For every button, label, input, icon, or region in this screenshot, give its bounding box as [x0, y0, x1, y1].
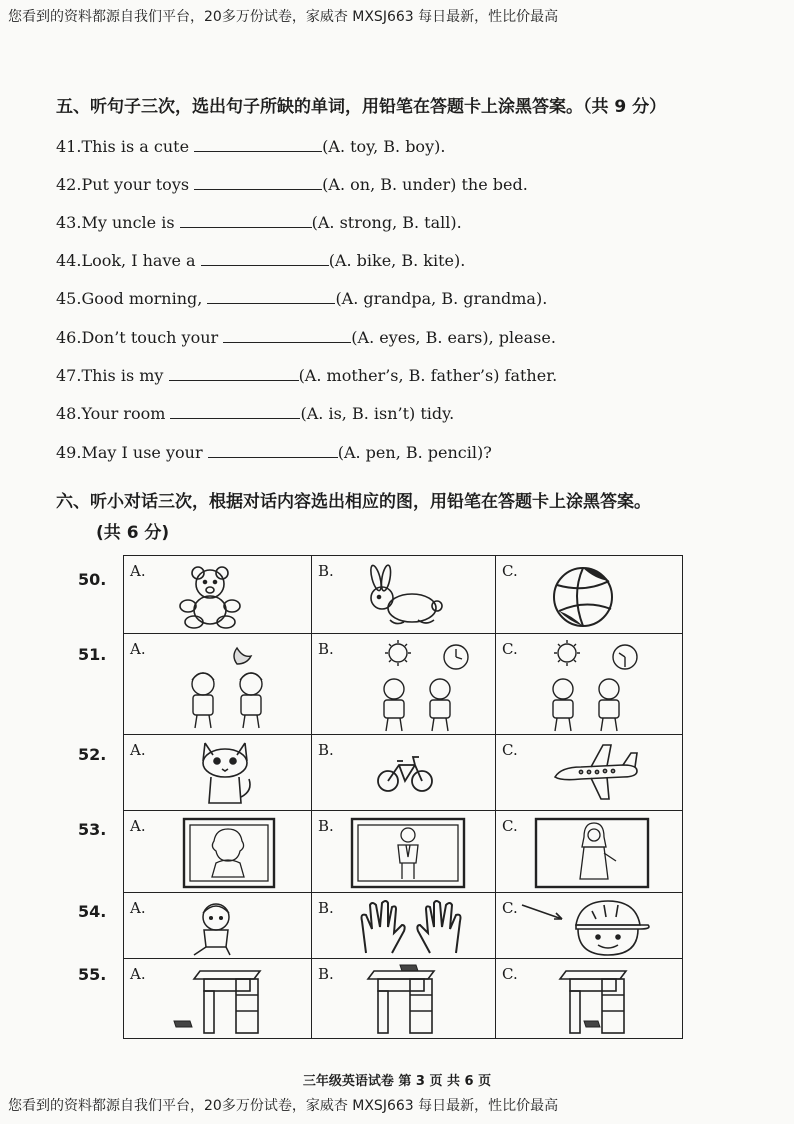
option-cell[interactable]: [496, 811, 683, 893]
answer-blank: [208, 443, 338, 458]
rabbit-icon: [362, 564, 446, 628]
desk-book-under-icon: [170, 965, 266, 1035]
woman-icon: [534, 817, 650, 889]
option-cell[interactable]: [124, 556, 312, 634]
question-46: [56, 328, 556, 347]
question-number: 43.: [56, 213, 82, 232]
answer-blank: [207, 289, 335, 304]
question-number: 45.: [56, 289, 82, 308]
option-label: C.: [502, 640, 518, 658]
option-label: A.: [130, 562, 146, 580]
row-number-55: 55.: [78, 965, 107, 984]
row-number-50: 50.: [78, 570, 107, 589]
question-text: This is my: [81, 366, 164, 385]
question-text: Don’t touch your: [81, 328, 219, 347]
option-label: B.: [318, 817, 334, 835]
option-label: B.: [318, 741, 334, 759]
question-number: 44.: [56, 251, 82, 270]
answer-blank: [223, 328, 351, 343]
option-cell[interactable]: [496, 634, 683, 735]
option-label: B.: [318, 965, 334, 983]
question-text: My uncle is: [81, 213, 175, 232]
framed-man-icon: [350, 817, 466, 889]
answer-blank: [194, 137, 322, 152]
option-cell[interactable]: [124, 811, 312, 893]
option-cell[interactable]: [312, 893, 496, 959]
question-options: (A. toy, B. boy).: [322, 137, 446, 156]
option-label: C.: [502, 562, 518, 580]
question-options: (A. strong, B. tall).: [311, 213, 462, 232]
option-label: B.: [318, 640, 334, 658]
question-42: [56, 175, 528, 194]
question-text: Good morning,: [81, 289, 203, 308]
option-label: A.: [130, 965, 146, 983]
option-label: A.: [130, 741, 146, 759]
question-options: (A. on, B. under) the bed.: [322, 175, 528, 194]
volleyball-icon: [551, 565, 615, 629]
option-label: A.: [130, 817, 146, 835]
section-6-title: 六、听小对话三次，根据对话内容选出相应的图，用铅笔在答题卡上涂黑答案。: [56, 492, 651, 512]
option-cell[interactable]: [312, 634, 496, 735]
question-number: 49.: [56, 443, 82, 462]
option-cell[interactable]: [312, 811, 496, 893]
answer-blank: [169, 366, 299, 381]
question-47: [56, 366, 557, 385]
question-48: [56, 404, 454, 423]
question-options: (A. mother’s, B. father’s) father.: [298, 366, 558, 385]
option-cell[interactable]: [496, 893, 683, 959]
row-number-51: 51.: [78, 645, 107, 664]
question-options: (A. eyes, B. ears), please.: [351, 328, 556, 347]
question-text: Look, I have a: [81, 251, 196, 270]
question-options: (A. is, B. isn’t) tidy.: [300, 404, 455, 423]
option-cell[interactable]: [312, 735, 496, 811]
boy-icon: [186, 899, 246, 957]
option-cell[interactable]: [312, 556, 496, 634]
question-44: [56, 251, 465, 270]
option-cell[interactable]: [124, 893, 312, 959]
option-label: C.: [502, 899, 518, 917]
question-number: 46.: [56, 328, 82, 347]
section-6-score: (共 6 分): [96, 523, 170, 543]
option-cell[interactable]: [496, 735, 683, 811]
teddy-bear-icon: [174, 564, 246, 630]
desk-book-beside-icon: [556, 965, 652, 1035]
question-number: 48.: [56, 404, 82, 423]
option-label: C.: [502, 965, 518, 983]
framed-grandma-icon: [182, 817, 276, 889]
question-text: May I use your: [81, 443, 203, 462]
option-cell[interactable]: [124, 959, 312, 1039]
option-label: A.: [130, 640, 146, 658]
night-children-icon: [179, 640, 289, 732]
page-footer: 三年级英语试卷 第 3 页 共 6 页: [302, 1074, 492, 1089]
option-cell[interactable]: [496, 959, 683, 1039]
sun-clock-children-icon: [541, 639, 651, 733]
option-cell[interactable]: [496, 556, 683, 634]
question-options: (A. bike, B. kite).: [328, 251, 466, 270]
cat-icon: [199, 739, 255, 807]
bicycle-icon: [377, 753, 433, 793]
hands-icon: [352, 899, 470, 955]
row-number-53: 53.: [78, 820, 107, 839]
question-options: (A. grandpa, B. grandma).: [335, 289, 548, 308]
answer-blank: [194, 175, 322, 190]
watermark-banner-top: 您看到的资料都源自我们平台，20多万份试卷，家威杏 MXSJ663 每日最新，性比价最高: [8, 9, 559, 25]
question-43: [56, 213, 462, 232]
row-number-54: 54.: [78, 902, 107, 921]
question-options: (A. pen, B. pencil)?: [337, 443, 492, 462]
option-cell[interactable]: [312, 959, 496, 1039]
option-label: C.: [502, 817, 518, 835]
picture-choice-table: [123, 555, 683, 1039]
question-49: [56, 443, 492, 462]
watermark-banner-bottom: 您看到的资料都源自我们平台，20多万份试卷，家威杏 MXSJ663 每日最新，性比价最高: [8, 1098, 559, 1114]
option-cell[interactable]: [124, 735, 312, 811]
cap-face-icon: [518, 895, 668, 957]
section-5-title: 五、听句子三次，选出句子所缺的单词，用铅笔在答题卡上涂黑答案。（共 9 分）: [56, 97, 667, 117]
question-45: [56, 289, 547, 308]
option-label: C.: [502, 741, 518, 759]
option-label: B.: [318, 562, 334, 580]
question-number: 41.: [56, 137, 82, 156]
question-text: This is a cute: [81, 137, 190, 156]
answer-blank: [180, 213, 312, 228]
question-number: 47.: [56, 366, 82, 385]
answer-blank: [201, 251, 329, 266]
airplane-icon: [551, 741, 641, 803]
option-label: B.: [318, 899, 334, 917]
row-number-52: 52.: [78, 745, 107, 764]
desk-book-on-icon: [364, 963, 460, 1035]
option-cell[interactable]: [124, 634, 312, 735]
answer-blank: [170, 404, 300, 419]
question-number: 42.: [56, 175, 82, 194]
question-text: Put your toys: [81, 175, 190, 194]
question-text: Your room: [81, 404, 166, 423]
option-label: A.: [130, 899, 146, 917]
sun-clock-children-icon: [372, 639, 482, 733]
question-41: [56, 137, 445, 156]
